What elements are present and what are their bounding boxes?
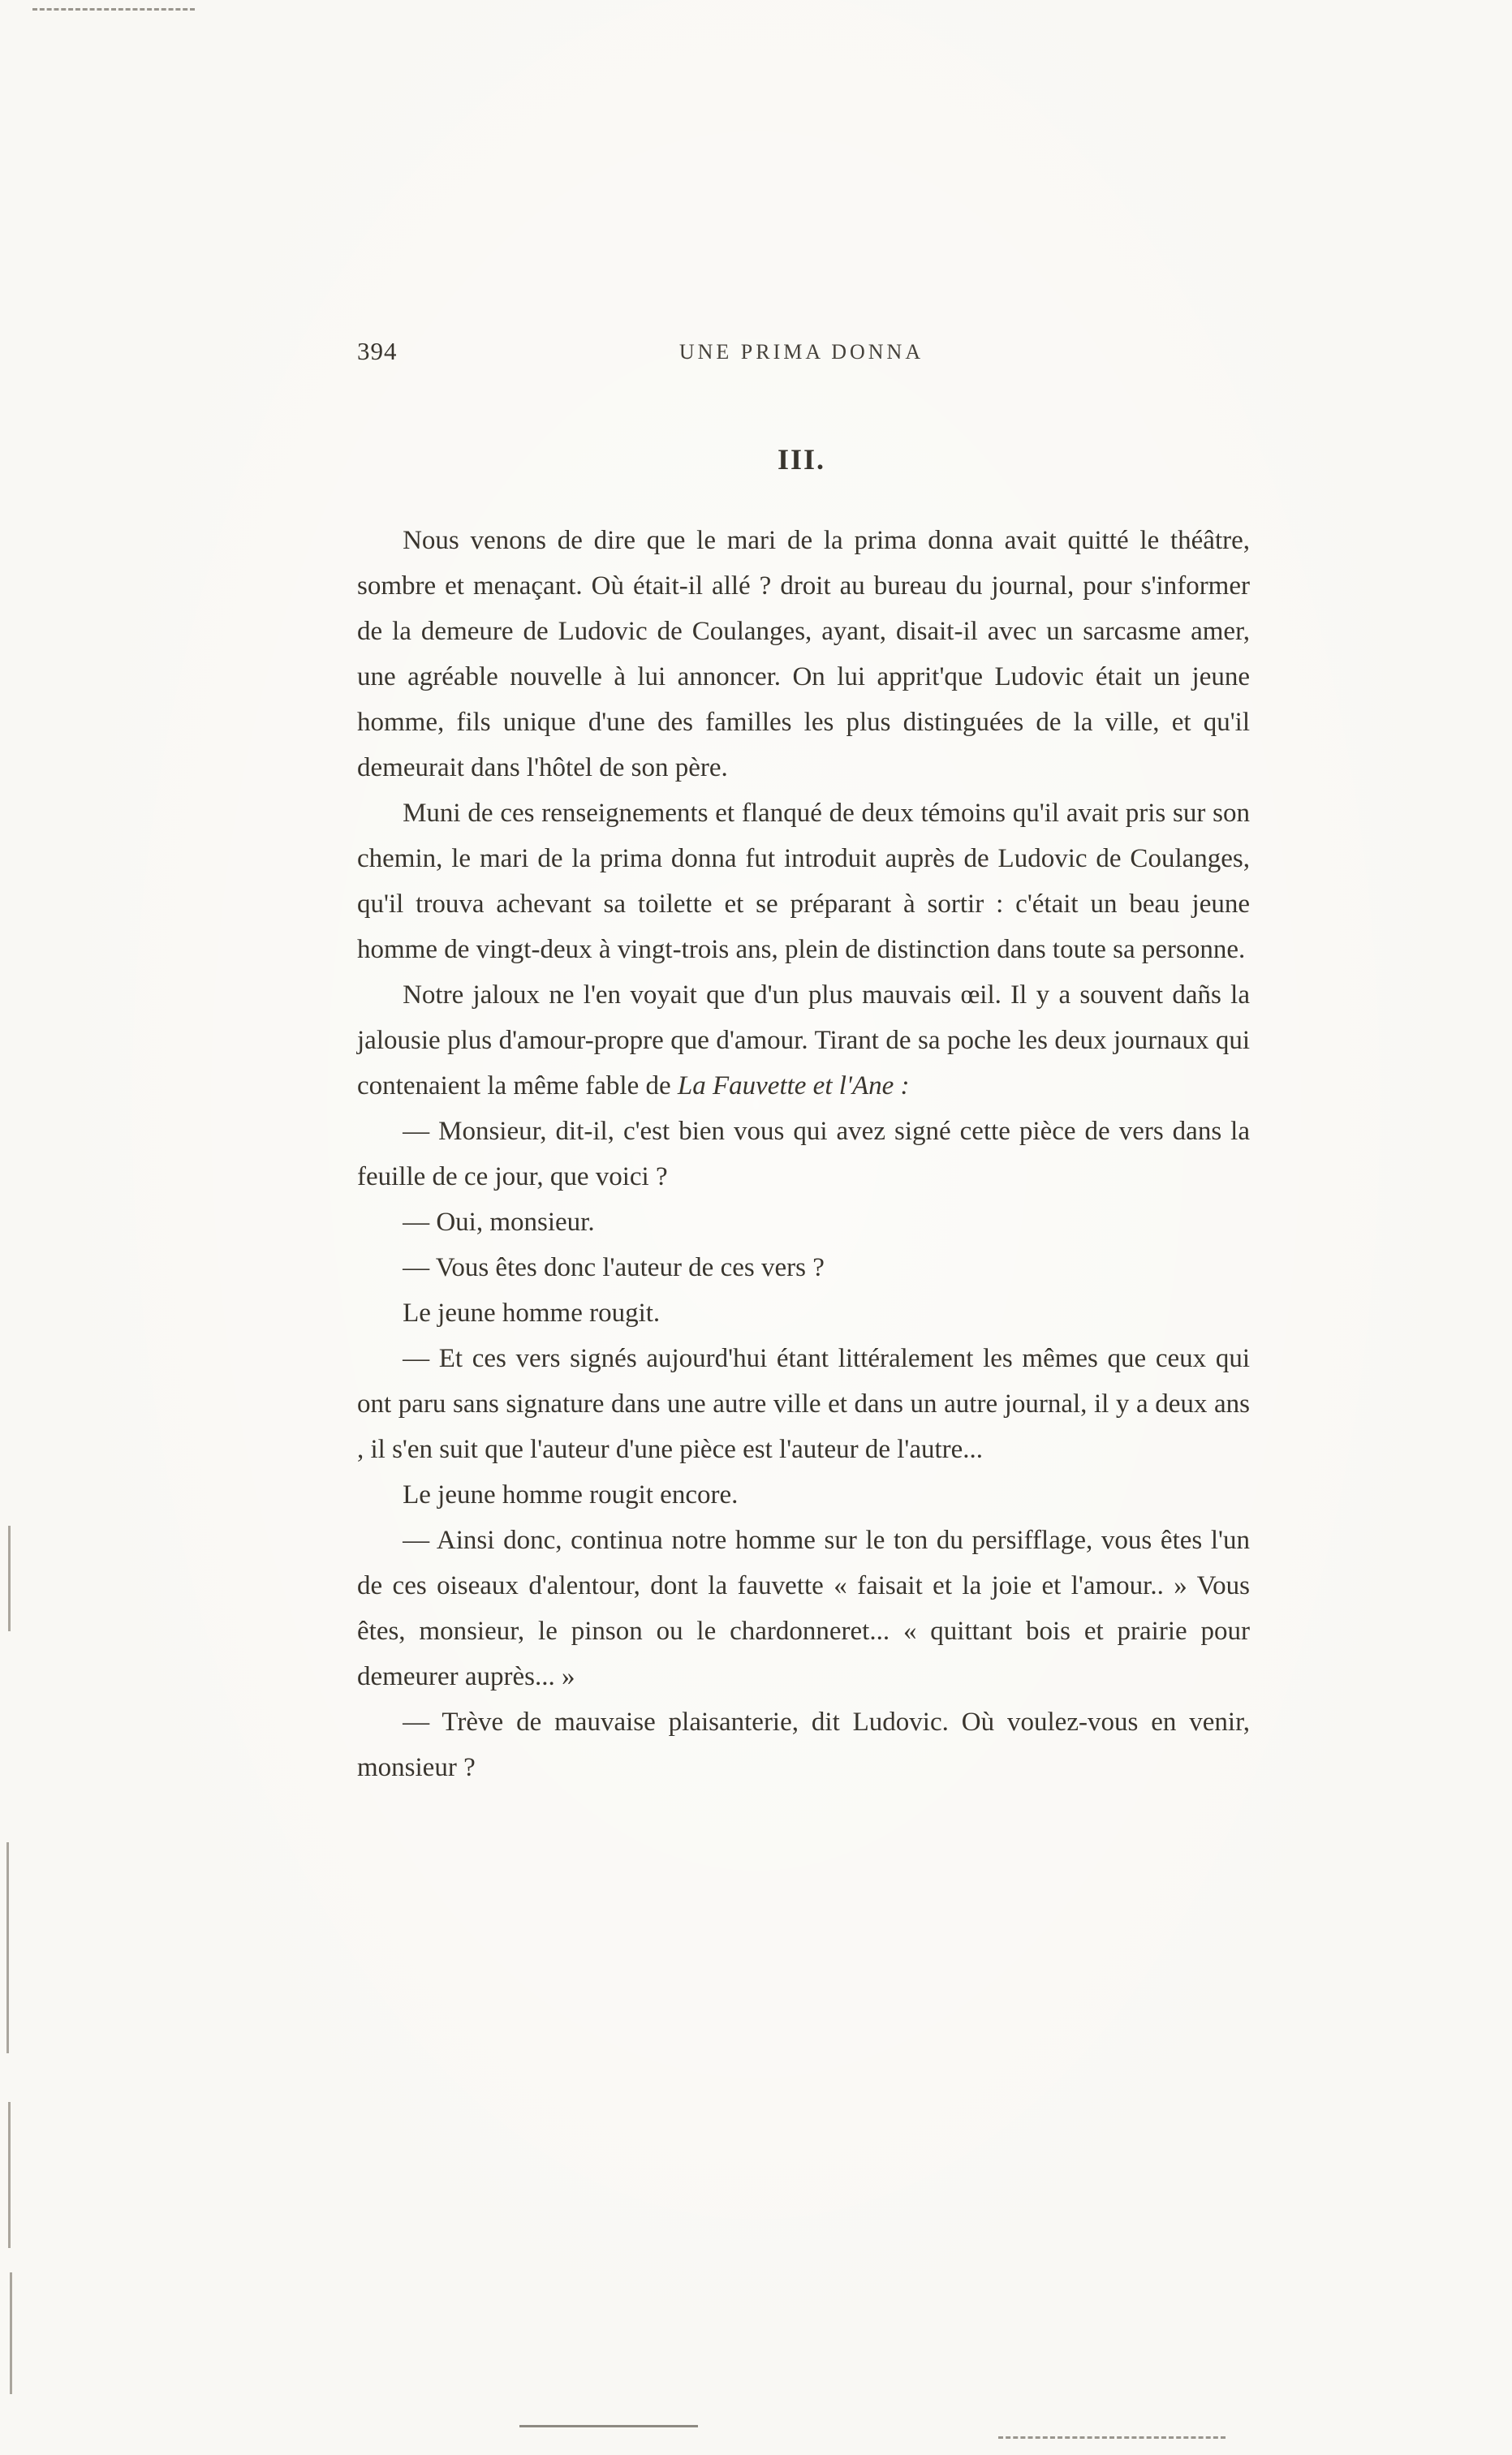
paragraph: — Oui, monsieur.: [403, 1208, 595, 1237]
running-title: UNE PRIMA DONNA: [678, 340, 924, 364]
page-header: [357, 337, 1246, 373]
scan-artifact-left-margin: [8, 2102, 11, 2248]
paragraph: Le jeune homme rougit encore.: [403, 1480, 739, 1510]
scan-artifact-top-left: [32, 8, 195, 11]
body-text: [357, 518, 1250, 1790]
paragraph: — Ainsi donc, continua notre homme sur le ton du persifflage, vous êtes l'un de ces oiseaux d'alentour, dont la fauvette « faisait et la joie et l'amour.. » Vous êtes, monsieur, le pinson ou le chardonneret... « quittant bois et prairie pour demeurer auprès... »: [357, 1526, 1250, 1691]
scan-artifact-left-margin: [6, 1842, 9, 2053]
paragraph: Notre jaloux ne l'en voyait que d'un plus mauvais œil. Il y a souvent dañs la jalousie plus d'amour-propre que d'amour. Tirant de sa poche les deux journaux qui contenaient la même fable de La Fauvette et l'Ane :: [357, 980, 1250, 1100]
scan-artifact-bottom-line: [519, 2425, 698, 2427]
section-heading: III.: [777, 443, 826, 476]
italic-title: La Fauvette et l'Ane :: [677, 1071, 910, 1100]
page-number: 394: [357, 337, 398, 365]
paragraph: Le jeune homme rougit.: [403, 1299, 661, 1328]
scan-artifact-left-margin: [8, 1526, 11, 1631]
paragraph: Muni de ces renseignements et flanqué de deux témoins qu'il avait pris sur son chemin, le mari de la prima donna fut introduit auprès de Ludovic de Coulanges, qu'il trouva achevant sa toilette et se préparant à sortir : c'était un beau jeune homme de vingt-deux à vingt-trois ans, plein de distinction dans toute sa personne.: [357, 799, 1250, 964]
paragraph: — Monsieur, dit-il, c'est bien vous qui avez signé cette pièce de vers dans la feuille de ce jour, que voici ?: [357, 1117, 1250, 1191]
scan-artifact-bottom-right: [998, 2436, 1226, 2439]
paragraph: — Trève de mauvaise plaisanterie, dit Ludovic. Où voulez-vous en venir, monsieur ?: [357, 1708, 1250, 1782]
scan-artifact-left-margin: [10, 2272, 12, 2394]
paragraph: — Et ces vers signés aujourd'hui étant littéralement les mêmes que ceux qui ont paru sans signature dans une autre ville et dans un autre journal, il y a deux ans , il s'en suit que l'auteur d'une pièce est l'auteur de l'autre...: [357, 1344, 1250, 1464]
paragraph: Nous venons de dire que le mari de la prima donna avait quitté le théâtre, sombre et menaçant. Où était-il allé ? droit au bureau du journal, pour s'informer de la demeure de Ludovic de Coulanges, ayant, disait-il avec un sarcasme amer, une agréable nouvelle à lui annoncer. On lui apprit'que Ludovic était un jeune homme, fils unique d'une des familles les plus distinguées de la ville, et qu'il demeurait dans l'hôtel de son père.: [357, 526, 1250, 782]
paragraph: — Vous êtes donc l'auteur de ces vers ?: [403, 1253, 825, 1282]
